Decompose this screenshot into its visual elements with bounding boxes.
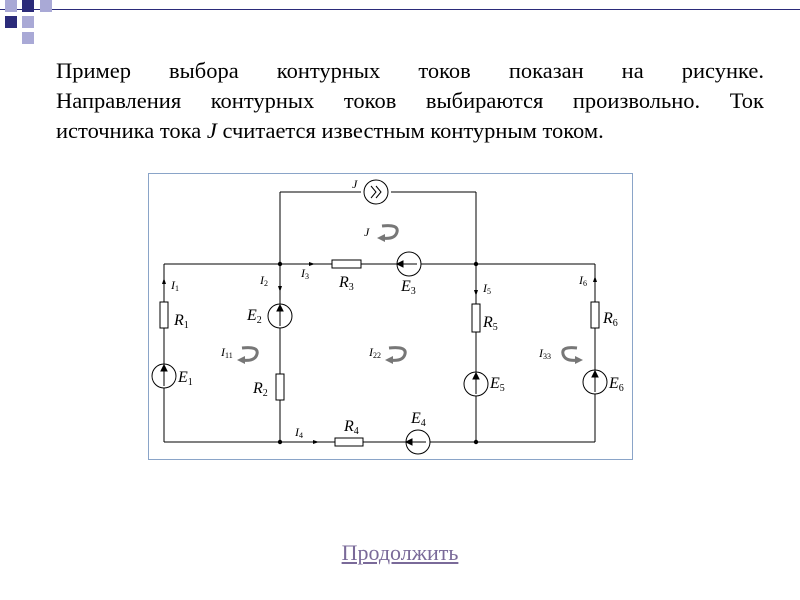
emf-source-e3: [397, 252, 421, 276]
text-fragment: источника тока: [56, 118, 207, 143]
current-symbol-j: J: [206, 118, 217, 143]
label-e5: E5: [490, 375, 505, 394]
label-r3: R3: [339, 274, 354, 293]
label-r6: R6: [603, 310, 618, 329]
label-i22: I22: [369, 345, 381, 360]
label-i2: I2: [260, 273, 268, 288]
label-i33: I33: [539, 346, 551, 361]
resistor-r3: [332, 260, 361, 268]
label-i11: I11: [221, 345, 233, 360]
emf-source-e4: [406, 430, 430, 454]
resistor-r4: [335, 438, 363, 446]
circuit-wires: [164, 192, 595, 442]
top-decor-line: [0, 9, 800, 10]
label-i5: I5: [483, 281, 491, 296]
label-i4: I4: [295, 425, 303, 440]
resistor-r6: [591, 302, 599, 328]
label-e1: E1: [178, 369, 193, 388]
emf-source-e2: [268, 304, 292, 328]
current-source-j: [364, 180, 388, 204]
label-r2: R2: [253, 380, 268, 399]
emf-source-e6: [583, 370, 607, 394]
resistor-r2: [276, 374, 284, 400]
label-r5: R5: [483, 314, 498, 333]
resistor-r1: [160, 302, 168, 328]
decor-square: [40, 0, 52, 12]
label-r4: R4: [344, 418, 359, 437]
emf-source-e5: [464, 372, 488, 396]
circuit-figure: [148, 173, 633, 460]
circuit-labels: [170, 177, 624, 440]
emf-source-e1: [152, 364, 176, 388]
label-e6: E6: [609, 375, 624, 394]
decor-square: [22, 32, 34, 44]
decor-square: [22, 16, 34, 28]
label-r1: R1: [174, 312, 189, 331]
decor-square: [5, 0, 17, 12]
text-fragment: считается известным контурным током.: [216, 118, 604, 143]
continue-link[interactable]: Продолжить: [341, 540, 459, 565]
label-i6: I6: [579, 273, 587, 288]
text-line: [56, 116, 764, 146]
circuit-diagram: [149, 174, 634, 461]
slide-body-text: [56, 56, 764, 146]
label-j-loop: J: [364, 225, 370, 239]
text-line: Пример выбора контурных токов показан на рисунке.: [56, 58, 764, 83]
label-e2: E2: [247, 307, 262, 326]
label-e4: E4: [411, 410, 426, 429]
resistor-r5: [472, 304, 480, 332]
label-i3: I3: [301, 266, 309, 281]
decor-square: [22, 0, 34, 12]
text-line: Направления контурных токов выбираются произвольно. Ток: [56, 88, 764, 113]
label-j-source: J: [352, 177, 358, 191]
label-e3: E3: [401, 278, 416, 297]
label-i1: I1: [171, 278, 179, 293]
decor-square: [5, 16, 17, 28]
